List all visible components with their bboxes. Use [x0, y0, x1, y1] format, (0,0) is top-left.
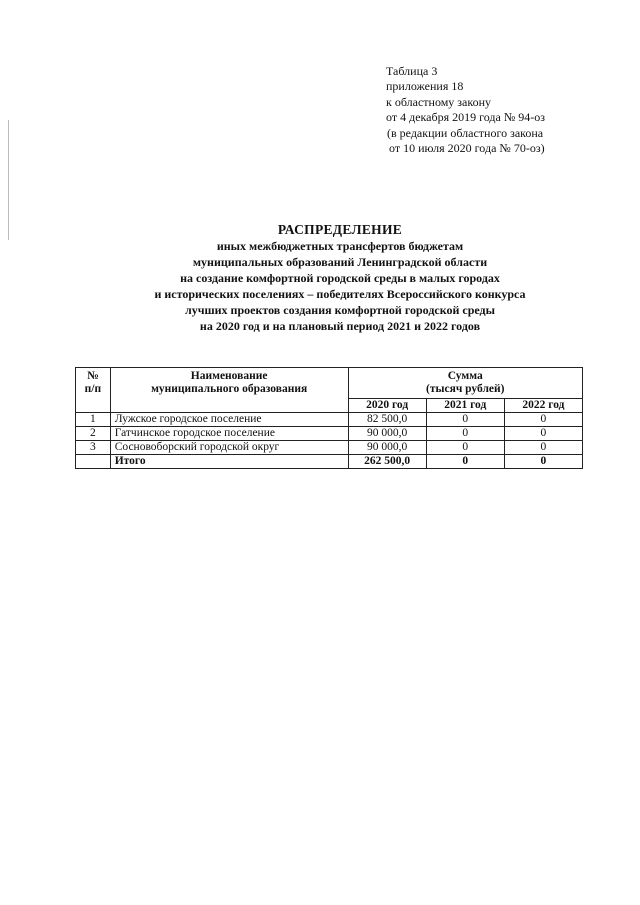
total-value-2021: 0	[426, 455, 504, 469]
header-line: (в редакции областного закона	[387, 125, 544, 140]
row-value-2022: 0	[504, 441, 582, 455]
row-name: Сосновоборский городской округ	[110, 441, 348, 455]
header-year-2020: 2020 год	[348, 399, 426, 413]
title-line: лучших проектов создания комфортной городской среды	[184, 303, 495, 317]
table-row	[76, 427, 583, 441]
total-value-2020: 262 500,0	[348, 455, 426, 469]
title-line: иных межбюджетных трансфертов бюджетам	[216, 239, 464, 253]
row-number: 2	[76, 427, 111, 441]
row-value-2021: 0	[426, 441, 504, 455]
header-line: Таблица 3	[386, 64, 438, 78]
header-line: приложения 18	[386, 79, 464, 94]
header-municipality-line2: муниципального образования	[151, 383, 308, 395]
total-label: Итого	[110, 455, 348, 469]
row-number: 3	[76, 441, 111, 455]
table-total-row	[76, 455, 583, 469]
title-line: на 2020 год и на плановый период 2021 и 2022 годов	[199, 319, 481, 333]
row-value-2020: 90 000,0	[348, 441, 426, 455]
header-sum	[348, 368, 582, 399]
row-name: Лужское городское поселение	[110, 413, 348, 427]
header-line: к областному закону	[386, 94, 492, 109]
left-margin-mark	[8, 120, 9, 240]
row-value-2022: 0	[504, 427, 582, 441]
table-header-row	[76, 368, 583, 399]
distribution-table	[75, 367, 583, 469]
title-line: муниципальных образований Ленинградской области	[192, 255, 488, 269]
table-row	[76, 441, 583, 455]
header-line: от 4 декабря 2019 года № 94-оз	[386, 110, 546, 125]
appendix-header	[386, 64, 626, 156]
row-value-2021: 0	[426, 413, 504, 427]
header-municipality	[110, 368, 348, 413]
total-value-2022: 0	[504, 455, 582, 469]
title-main: РАСПРЕДЕЛЕНИЕ	[277, 222, 403, 237]
row-value-2020: 82 500,0	[348, 413, 426, 427]
table-row	[76, 413, 583, 427]
document-title	[60, 222, 620, 334]
title-line: на создание комфортной городской среды в малых городах	[180, 271, 500, 285]
row-value-2022: 0	[504, 413, 582, 427]
total-number-cell	[76, 455, 111, 469]
row-name: Гатчинское городское поселение	[110, 427, 348, 441]
title-line: и исторических поселениях – победителях Всероссийского конкурса	[154, 287, 526, 301]
header-sum-line1: Сумма	[447, 370, 483, 382]
header-number: № п/п	[76, 368, 111, 413]
header-year-2021: 2021 год	[426, 399, 504, 413]
row-value-2021: 0	[426, 427, 504, 441]
header-sum-line2: (тысяч рублей)	[426, 383, 505, 395]
row-value-2020: 90 000,0	[348, 427, 426, 441]
row-number: 1	[76, 413, 111, 427]
header-year-2022: 2022 год	[504, 399, 582, 413]
header-line: от 10 июля 2020 года № 70-оз)	[389, 141, 545, 156]
header-municipality-line1: Наименование	[190, 370, 268, 382]
